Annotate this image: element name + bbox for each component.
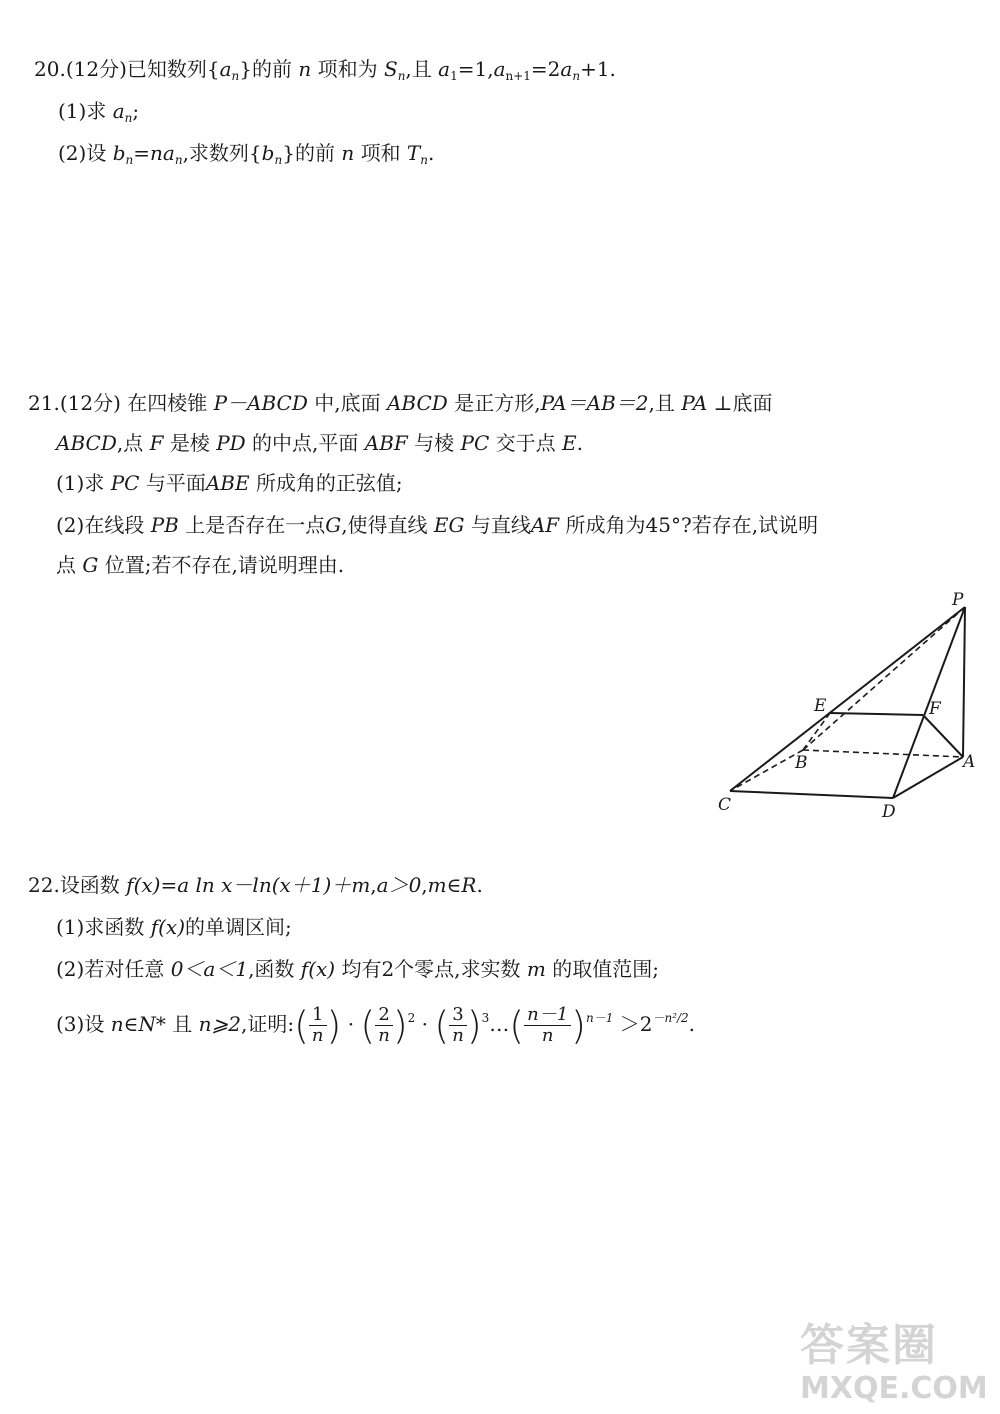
problem-20-stem: 20.(12分)已知数列$\{a_n\}$的前 n 项和为 $S_n$,且 $a_1=1,a_{n+1}=2a_n+1$. [34, 57, 616, 83]
label-a: A [963, 752, 976, 772]
label-p: P [952, 590, 964, 610]
edge-da [893, 757, 963, 798]
watermark-url: MXQE.COM [800, 1371, 988, 1406]
problem-22-stem: 22.设函数 f(x)=a ln x－ln(x＋1)＋m,a＞0,m∈R. [28, 873, 483, 897]
problem-20-part-1: (1)求 $a_n$; [58, 99, 140, 125]
edge-fa [923, 715, 963, 757]
problem-21-stem: 21.(12分) 在四棱锥 P－ABCD 中,底面 ABCD 是正方形,PA＝AB＝2,且 PA ⊥底面 [28, 391, 773, 415]
problem-21-part-1: (1)求 PC 与平面ABE 所成角的正弦值; [56, 471, 403, 495]
watermark-logo [800, 1320, 990, 1410]
problem-score: (12分) [59, 391, 121, 415]
problem-20-part-2: (2)设 $b_n=na_n$,求数列$\{b_n\}$的前 n 项和 $T_n$. [58, 141, 435, 167]
problem-21-part-2-cont: 点 G 位置;若不存在,请说明理由. [56, 553, 345, 577]
problem-21-part-2: (2)在线段 PB 上是否存在一点G,使得直线 EG 与直线AF 所成角为45°?若存在,试说明 [56, 513, 819, 537]
edge-pb [803, 607, 965, 750]
label-e: E [814, 696, 827, 716]
problem-number: 22. [28, 873, 60, 897]
problem-21-stem-cont: ABCD,点 F 是棱 PD 的中点,平面 ABF 与棱 PC 交于点 E. [56, 431, 583, 455]
fraction-1: $\frac{1}{n}$ [309, 1005, 327, 1046]
edge-cd [730, 791, 893, 798]
pyramid-figure [700, 585, 1000, 835]
fraction-2: $\frac{2}{n}$ [375, 1005, 393, 1046]
problem-number: 20. [34, 57, 66, 81]
label-d: D [882, 802, 896, 822]
edge-pa [963, 607, 965, 757]
label-b: B [795, 753, 808, 773]
edge-ba [803, 750, 963, 757]
problem-score: (12分) [65, 57, 127, 81]
problem-number: 21. [28, 391, 60, 415]
label-c: C [718, 795, 732, 815]
problem-22-part-1: (1)求函数 f(x)的单调区间; [56, 915, 292, 939]
problem-22-part-2: (2)若对任意 0＜a＜1,函数 f(x) 均有2个零点,求实数 m 的取值范围; [56, 957, 659, 981]
fraction-k: $\frac{n-1}{n}$ [524, 1005, 571, 1046]
label-f: F [929, 699, 941, 719]
watermark-text: 答案圈 [800, 1320, 938, 1371]
fraction-3: $\frac{3}{n}$ [449, 1005, 467, 1046]
problem-22-part-3: (3)设 n∈N* 且 n⩾2,证明:( $\frac{1}{n}$ ) · ( $\frac{2}{n}$ )$^2$ · ( $\frac{3}{n}$ )$^3$…( $\frac{n-1}{n}$ )$^{n-1} >2^{-n^2/2}$. [56, 1003, 696, 1048]
edge-bc [730, 750, 803, 791]
